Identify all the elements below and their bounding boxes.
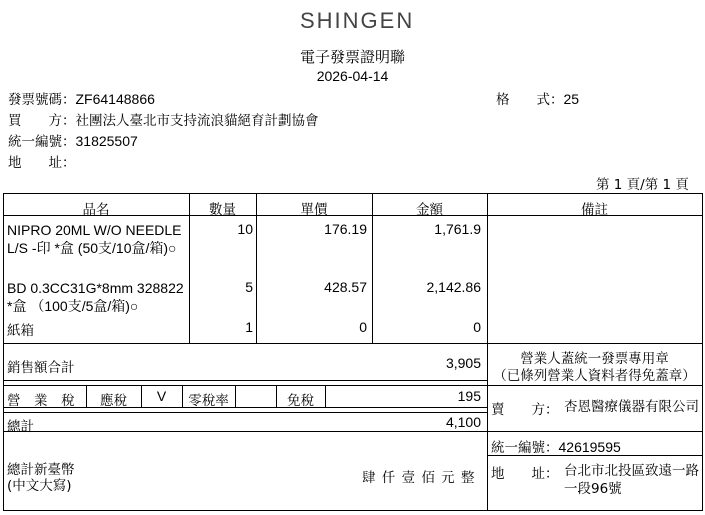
invoice-no: ZF64148866 — [75, 91, 155, 107]
buyer-address-label: 地 址： — [8, 155, 76, 171]
item-unit-price: 176.19 — [324, 221, 367, 237]
seller-address-label: 地 址： — [491, 466, 559, 482]
seller-address: 台北市北投區致遠一路一段96號 — [564, 463, 699, 497]
item-unit-price: 0 — [359, 319, 367, 335]
zero-rate-label: 零稅率 — [188, 393, 229, 409]
item-name: NIPRO 20ML W/O NEEDLE L/S -印 *盒 (50支/10盒/箱)○ — [7, 222, 182, 256]
format-value: 25 — [563, 91, 580, 107]
item-name: BD 0.3CC31G*8mm 328822 *盒 （100支/5盒/箱)○ — [7, 280, 184, 314]
page-indicator: 第 1 頁/第 1 頁 — [596, 177, 689, 193]
chinese-total-label-2: (中文大寫) — [7, 478, 72, 494]
item-qty: 1 — [245, 319, 253, 335]
buyer-name: 社團法人臺北市支持流浪貓絕育計劃協會 — [75, 113, 319, 129]
total-label: 總計 — [7, 419, 34, 435]
seller-name: 杏恩醫療儀器有限公司 — [564, 399, 699, 415]
item-amount: 2,142.86 — [426, 279, 481, 295]
chinese-total-label-1: 總計新臺幣 — [7, 462, 75, 478]
item-unit-price: 428.57 — [324, 279, 367, 295]
format-label: 格 式： — [496, 92, 564, 108]
company-logo: SHINGEN — [300, 8, 415, 33]
buyer-address-row — [8, 151, 76, 171]
buyer-row — [8, 109, 319, 129]
invoice-date: 2026-04-14 — [316, 68, 389, 84]
item-amount: 0 — [473, 319, 481, 335]
seller-tax-id-label: 統一編號： — [491, 440, 559, 456]
seller-label: 賣 方： — [491, 402, 559, 418]
total-value: 4,100 — [445, 414, 481, 430]
item-name: 紙箱 — [7, 323, 34, 339]
tax-exempt-label: 免稅 — [287, 393, 314, 409]
sales-total-value: 3,905 — [445, 355, 481, 371]
tax-value: 195 — [457, 388, 481, 404]
seller-tax-id: 42619595 — [558, 439, 621, 455]
buyer-tax-id: 31825507 — [75, 133, 138, 149]
document-title: 電子發票證明聯 — [299, 48, 405, 66]
sales-total-label: 銷售額合計 — [7, 360, 75, 376]
stamp-line-2: （已條列營業人資料者得免蓋章） — [493, 368, 696, 384]
taxable-label: 應稅 — [100, 393, 127, 409]
buyer-tax-id-row — [8, 130, 138, 150]
format-row — [496, 88, 579, 108]
item-amount: 1,761.9 — [434, 221, 481, 237]
item-qty: 10 — [237, 221, 253, 237]
business-tax-label: 營 業 稅 — [7, 393, 75, 409]
buyer-label: 買 方： — [8, 113, 76, 129]
taxable-mark: V — [156, 388, 167, 404]
invoice-no-row — [8, 88, 155, 108]
stamp-line-1: 營業人蓋統一發票專用章 — [520, 351, 669, 367]
invoice-no-label: 發票號碼： — [8, 92, 76, 108]
buyer-tax-id-label: 統一編號： — [8, 134, 76, 150]
col-header-remark: 備註 — [581, 202, 608, 218]
col-header-unit-price: 單價 — [300, 202, 328, 218]
col-header-name: 品名 — [82, 202, 110, 218]
chinese-total-value: 肆 仟 壹 佰 元 整 — [362, 470, 476, 486]
col-header-amount: 金額 — [416, 202, 443, 218]
col-header-qty: 數量 — [209, 202, 236, 218]
seller-tax-id-row — [491, 436, 621, 456]
item-qty: 5 — [245, 279, 253, 295]
